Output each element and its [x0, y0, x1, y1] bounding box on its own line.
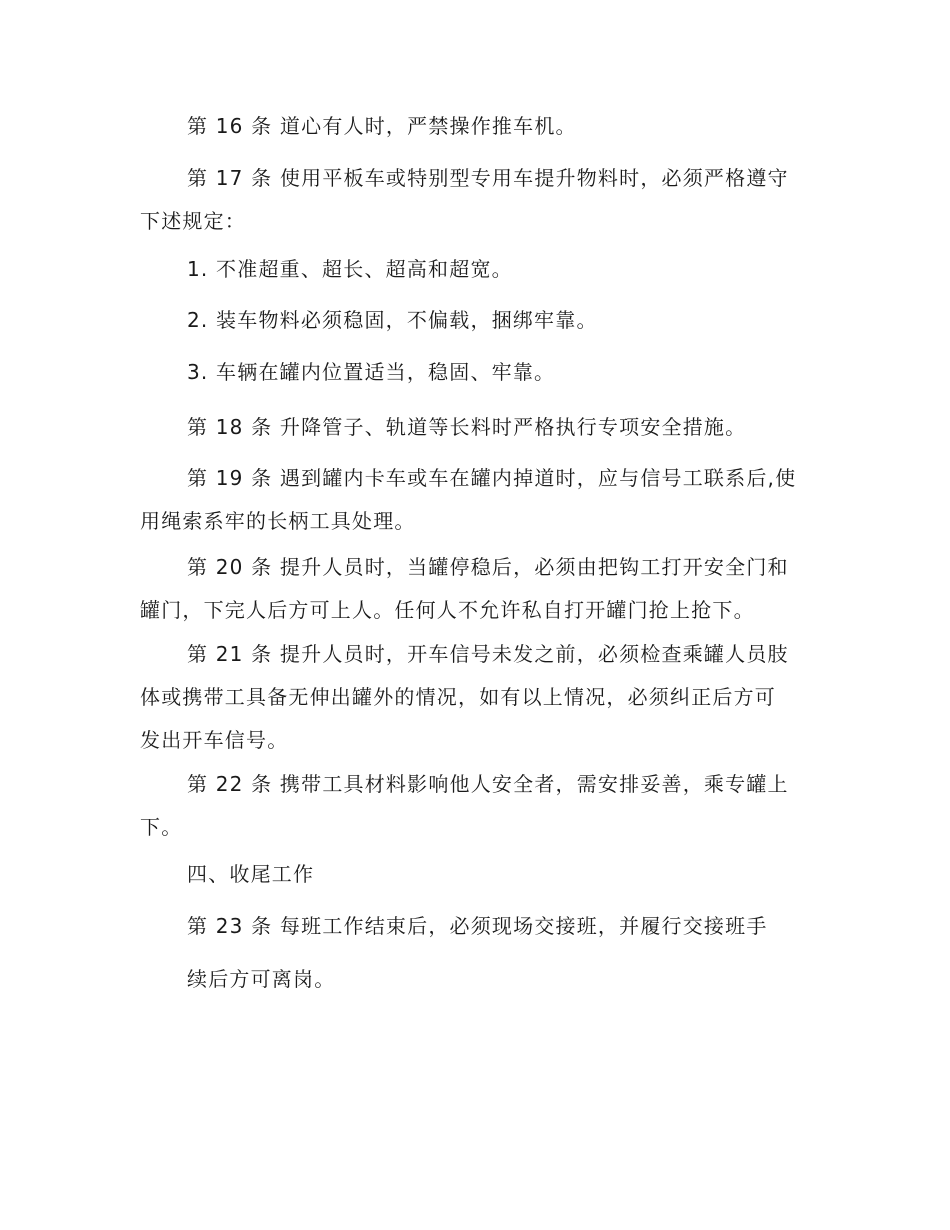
text-line: 四、收尾工作	[187, 862, 315, 886]
text-line: 续后方可离岗。	[187, 967, 336, 991]
paragraph-article-19	[140, 457, 805, 543]
text-line: 罐门，下完人后方可上人。任何人不允许私自打开罐门抢上抢下。	[140, 598, 755, 622]
text-line: 发出开车信号。	[140, 728, 289, 752]
text-line: 第 17 条 使用平板车或特别型专用车提升物料时，必须严格遵守	[187, 166, 789, 190]
text-line: 下述规定：	[140, 209, 246, 233]
text-line: 体或携带工具备无伸出罐外的情况，如有以上情况，必须纠正后方可	[140, 685, 776, 709]
text-line: 第 22 条 携带工具材料影响他人安全者，需安排妥善，乘专罐上	[187, 772, 789, 796]
paragraph-article-23	[140, 905, 805, 948]
paragraph-article-16	[140, 105, 805, 148]
paragraph-article-17	[140, 157, 805, 243]
paragraph-article-23-continued	[140, 958, 805, 1001]
text-line: 3. 车辆在罐内位置适当，稳固、牢靠。	[187, 360, 556, 384]
text-line: 第 16 条 道心有人时，严禁操作推车机。	[187, 114, 577, 138]
paragraph-article-18	[140, 406, 805, 449]
text-line: 1. 不准超重、超长、超高和超宽。	[187, 257, 513, 281]
paragraph-article-22	[140, 763, 805, 849]
section-heading-closing-work	[140, 853, 805, 896]
paragraph-article-20	[140, 546, 805, 632]
list-item-1	[140, 248, 805, 291]
text-line: 用绳索系牢的长柄工具处理。	[140, 509, 416, 533]
list-item-2	[140, 299, 805, 342]
paragraph-article-21	[140, 633, 805, 762]
text-line: 第 18 条 升降管子、轨道等长料时严格执行专项安全措施。	[187, 415, 747, 439]
text-line: 2. 装车物料必须稳固，不偏载，捆绑牢靠。	[187, 308, 598, 332]
list-item-3	[140, 351, 805, 394]
text-line: 第 19 条 遇到罐内卡车或车在罐内掉道时，应与信号工联系后,使	[187, 466, 797, 490]
text-line: 下。	[140, 815, 183, 839]
text-line: 第 21 条 提升人员时，开车信号未发之前，必须检查乘罐人员肢	[187, 642, 789, 666]
text-line: 第 20 条 提升人员时，当罐停稳后，必须由把钩工打开安全门和	[187, 555, 789, 579]
text-line: 第 23 条 每班工作结束后，必须现场交接班，并履行交接班手	[187, 914, 768, 938]
